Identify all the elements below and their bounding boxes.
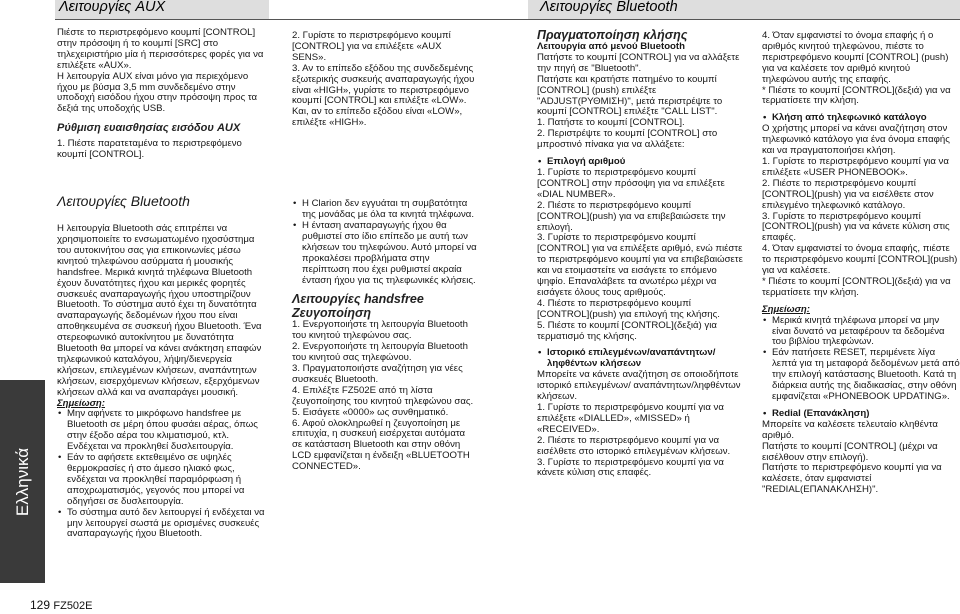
history-section: [537, 348, 745, 370]
redial-section: [762, 409, 960, 420]
dial-step: 5. Πιέστε το κουμπί [CONTROL](δεξιά) για τερματισμό της κλήσης.: [537, 319, 717, 342]
column-2: [292, 31, 477, 473]
history-step: 3. Γυρίστε το περιστρεφόμενο κουμπί για να κάνετε κύλιση στις επαφές.: [537, 456, 724, 479]
phonebook-step: 2. Πιέστε το περιστρεφόμενο κουμπί [CONTROL](push) για να εισέλθετε στον επιλεγμένο τηλεφωνικό κατάλογο.: [762, 177, 934, 211]
dial-step: 3. Γυρίστε το περιστρεφόμενο κουμπί [CONTROL] για να επιλέξετε αριθμό, ενώ πιέστε το περιστρεφόμενο κουμπί για να επιβεβαιώσετε και να ετοιμαστείτε να εισάγετε το επόμενο ψηφίο. Επαναλάβετε τα ανωτέρω μέχρι να εισάγετε όλους τους αριθμούς.: [537, 232, 743, 298]
history-title: • Ιστορικό επιλεγμένων/αναπάντητων/ ληφθέντων κλήσεων: [547, 348, 745, 370]
dial-section: [537, 157, 745, 168]
phonebook-step: * Πιέστε το κουμπί [CONTROL](δεξιά) για να τερματίσετε την κλήση.: [762, 275, 951, 298]
note-item: • Μην αφήνετε το μικρόφωνο handsfree με Bluetooth σε μέρη όπου φυσάει αέρας, όπως στην έξοδο αέρα του κλιματισμού, κτλ. Ενδέχεται να προκληθεί δυσλειτουργία.: [67, 409, 265, 453]
dial-step: 4. Πιέστε το περιστρεφόμενο κουμπί [CONTROL](push) για επιλογή της κλήσης.: [537, 297, 720, 320]
note-title-2: Σημείωση:: [762, 303, 810, 315]
bluetooth-section-title: Λειτουργίες Bluetooth: [57, 193, 190, 210]
make-call-step-1: 1. Πατήστε το κουμπί [CONTROL].: [537, 117, 685, 129]
make-call-subtitle: Λειτουργία από μενού Bluetooth: [537, 41, 685, 52]
note-title: Σημείωση:: [57, 397, 105, 409]
make-call-title: Πραγματοποίηση κλήσης: [537, 28, 688, 42]
pair-step: 4. Επιλέξτε FZ502E από τη λίστα ζευγοποίησης του κινητού τηλεφώνου σας.: [292, 384, 474, 407]
language-tab-label: Ελληνικά: [12, 447, 32, 516]
page-number: 129: [30, 598, 51, 612]
phonebook-section: [762, 113, 960, 124]
pair-step: 3. Πραγματοποιήστε αναζήτηση για νέες συσκευές Bluetooth.: [292, 363, 463, 385]
history-step: 2. Πιέστε το περιστρεφόμενο κουμπί για να εισέλθετε στο ιστορικό επιλεγμένων κλήσεων.: [537, 434, 731, 457]
phonebook-step: 4. Όταν εμφανιστεί το όνομα επαφής, πιέστε το περιστρεφόμενο κουμπί [CONTROL](push) για να καλέσετε.: [762, 243, 958, 277]
history-step: 1. Γυρίστε το περιστρεφόμενο κουμπί για να επιλέξετε «DIALLED», «MISSED» ή «RECEIVED».: [537, 402, 724, 435]
note-item: • Μερικά κινητά τηλέφωνα μπορεί να μην είναι δυνατό να μεταφέρουν τα δεδομένα του βιβλίου τηλεφώνων.: [772, 316, 960, 349]
aux-sens-title: Ρύθμιση ευαισθησίας εισόδου AUX: [57, 122, 241, 135]
bluetooth-body: Η λειτουργία Bluetooth σάς επιτρέπει να χρησιμοποιείτε το ενσωματωμένο ηχοσύστημα του αυτοκινήτου σας για επικοινωνίες μέσω κινητού τηλεφώνου ασύρματα ή μουσικής handsfree. Μερικά κινητά τηλέφωνα Bluetooth έχουν δυνατότητες ήχου και μερικές φορητές συσκευές αναπαραγωγής ήχου υποστηρίζουν Bluetooth. Το σύστημα αυτό έχει τη δυνατότητα αναπαραγωγής δεδομένων ήχου που είναι αποθηκευμένα σε συσκευή ήχου Bluetooth. Ένα στερεοφωνικό αυτοκίνητου με δυνατότητα Bluetooth θα μπορεί να κάνει ανάκτηση επαφών τηλεφωνικού καταλόγου, λήψη/διενεργεία κλήσεων, επιλεγμένων κλήσεων, αναπάντητων κλήσεων, εισερχόμενων κλήσεων, εξερχόμενων κλήσεων αλλά και να αναπαράγει μουσική.: [57, 223, 262, 398]
make-call-intro-2: Πατήστε και κρατήστε πατημένο το κουμπί [CONTROL] (push) επιλέξτε "ADJUST(ΡΥΘΜΙΣΗ)", μετά περιστρέψτε το κουμπί [CONTROL] επιλέξτε "CALL LIST".: [537, 73, 723, 118]
column-1: [57, 28, 265, 540]
redial-body-2: Πατήστε το κουμπί [CONTROL] (μέχρι να εισέλθουν στην επιλογή).: [762, 440, 938, 463]
pair-step: 5. Εισάγετε «0000» ως συνθηματικό.: [292, 406, 449, 418]
redial-body-3: Πατήστε το περιστρεφόμενο κουμπί για να καλέσετε, όταν εμφανιστεί "REDIAL(ΕΠΑΝΑΚΛΗΣΗ)".: [762, 462, 942, 496]
dial-title: • Επιλογή αριθμού: [547, 157, 745, 168]
pair-step: 1. Ενεργοποιήστε τη λειτουργία Bluetooth του κινητού τηλεφώνου σας.: [292, 319, 468, 342]
column-4: [762, 31, 960, 496]
phonebook-step: 1. Γυρίστε το περιστρεφόμενο κουμπί για να επιλέξετε «USER PHONEBOOK».: [762, 155, 949, 178]
compat-item: • Η Clarion δεν εγγυάται τη συμβατότητα της μονάδας με όλα τα κινητά τηλέφωνα.: [302, 199, 477, 221]
note-list: [57, 409, 265, 540]
compat-item: • Η ένταση αναπαραγωγής ήχου θα ρυθμιστεί στο ίδιο επίπεδο με αυτή των κλήσεων του τηλεφώνου. Αυτό μπορεί να προκαλέσει προβλήματα στην περίπτωση που έχει ρυθμιστεί ακραία ένταση ήχου για τις τηλεφωνικές κλήσεις.: [302, 221, 477, 286]
language-tab: [0, 380, 45, 583]
header-rule: [55, 19, 960, 20]
note-item: • Το σύστημα αυτό δεν λειτουργεί ή ενδέχεται να μην λειτουργεί σωστά με ορισμένες συσκευές αναπαραγωγής ήχου Bluetooth.: [67, 508, 265, 541]
phonebook-intro: Ο χρήστης μπορεί να κάνει αναζήτηση στον τηλεφωνικό κατάλογο για ένα όνομα επαφής και να πραγματοποιήσει κλήση.: [762, 123, 950, 157]
header-right: [528, 0, 960, 20]
make-call-step-2: 2. Περιστρέψτε το κουμπί [CONTROL] στο μπροστινό πίνακα για να αλλάξετε:: [537, 128, 718, 151]
history-intro: Μπορείτε να κάνετε αναζήτηση σε οποιοδήποτε ιστορικό επιλεγμένων/ αναπάντητων/ληφθέντων κλήσεων.: [537, 369, 741, 403]
pairing-title: Ζευγοποίηση: [292, 306, 371, 321]
redial-title: • Redial (Επανάκληση): [772, 409, 960, 420]
history-end-call: * Πιέστε το κουμπί [CONTROL](δεξιά) για να τερματίσετε την κλήση.: [762, 84, 951, 107]
column-3: [537, 28, 745, 479]
compat-list: [292, 199, 477, 286]
header-left: [55, 0, 269, 20]
aux-sens-step-3: 3. Αν το επίπεδο εξόδου της συνδεδεμένης εξωτερικής συσκευής αναπαραγωγής ήχου είναι «HIGH», γυρίστε το περιστρεφόμενο κουμπί [CONTROL] και επιλέξτε «LOW». Και, αν το επίπεδο εξόδου είναι «LOW», επιλέξτε «HIGH».: [292, 62, 475, 129]
aux-intro-2: Η λειτουργία AUX είναι μόνο για περιεχόμενο ήχου με βύσμα 3,5 mm συνδεδεμένο στην υποδοχή εισόδου ήχου στην πρόσοψη προς τα δεξιά της υποδοχής USB.: [57, 70, 258, 115]
aux-intro: Πιέστε το περιστρεφόμενο κουμπί [CONTROL] στην πρόσοψη ή το κουμπί [SRC] στο τηλεχειριστήριο μία ή περισσότερες φορές για να επιλέξετε «AUX».: [57, 27, 264, 71]
handsfree-title: Λειτουργίες handsfree: [292, 292, 424, 307]
dial-step: 2. Πιέστε το περιστρεφόμενο κουμπί [CONTROL](push) για να επιβεβαιώσετε την επιλογή.: [537, 199, 726, 233]
model-name: FZ502E: [53, 600, 93, 612]
phonebook-title: • Κλήση από τηλεφωνικό κατάλογο: [772, 113, 960, 124]
history-step-4: 4. Όταν εμφανιστεί το όνομα επαφής ή ο αριθμός κινητού τηλεφώνου, πιέστε το περιστρεφόμενο κουμπί [CONTROL] (push) για να καλέσετε τον αριθμό κινητού τηλεφώνου αυτής της επαφής.: [762, 30, 949, 85]
dial-step: 1. Γυρίστε το περιστρεφόμενο κουμπί [CONTROL] στην πρόσοψη για να επιλέξετε «DIAL NUMBER».: [537, 166, 725, 200]
aux-sens-step-2: 2. Γυρίστε το περιστρεφόμενο κουμπί [CONTROL] για να επιλέξετε «AUX SENS».: [292, 30, 451, 63]
phonebook-step: 3. Γυρίστε το περιστρεφόμενο κουμπί [CONTROL](push) για να κάνετε κύλιση στις επαφές.: [762, 210, 950, 244]
redial-body: Μπορείτε να καλέσετε τελευταίο κληθέντα αριθμό.: [762, 418, 938, 441]
section-title-bluetooth: Λειτουργίες Bluetooth: [540, 0, 678, 15]
make-call-intro: Πατήστε το κουμπί [CONTROL] για να αλλάξετε την πηγή σε "Bluetooth".: [537, 51, 740, 74]
pair-step: 6. Αφού ολοκληρωθεί η ζευγοποίηση με επιτυχία, η συσκευή εισέρχεται αυτόματα σε κατάσταση Bluetooth και στην οθόνη LCD εμφανίζεται η ένδειξη «BLUETOOTH CONNECTED».: [292, 417, 470, 473]
page-footer: [30, 598, 93, 612]
note-item: • Εάν το αφήσετε εκτεθειμένο σε υψηλές θερμοκρασίες ή στο άμεσο ηλιακό φως, ενδέχεται να προκληθεί παραμόρφωση ή αποχρωματισμός, γεγονός που μπορεί να οδηγήσει σε δυσλειτουργία.: [67, 453, 265, 508]
aux-sens-step-1: 1. Πιέστε παρατεταμένα το περιστρεφόμενο κουμπί [CONTROL].: [57, 138, 242, 161]
note-list-2: [762, 316, 960, 403]
pair-step: 2. Ενεργοποιήστε τη λειτουργία Bluetooth του κινητού σας τηλεφώνου.: [292, 341, 468, 364]
note-item: • Εάν πατήσετε RESET, περιμένετε λίγα λεπτά για τη μεταφορά δεδομένων μετά από την επιλογή κατάστασης Bluetooth. Κατά τη διάρκεια αυτής της διαδικασίας, στην οθόνη εμφανίζεται «PHONEBOOK UPDATING».: [772, 348, 960, 403]
section-title-aux: Λειτουργίες AUX: [59, 0, 166, 15]
